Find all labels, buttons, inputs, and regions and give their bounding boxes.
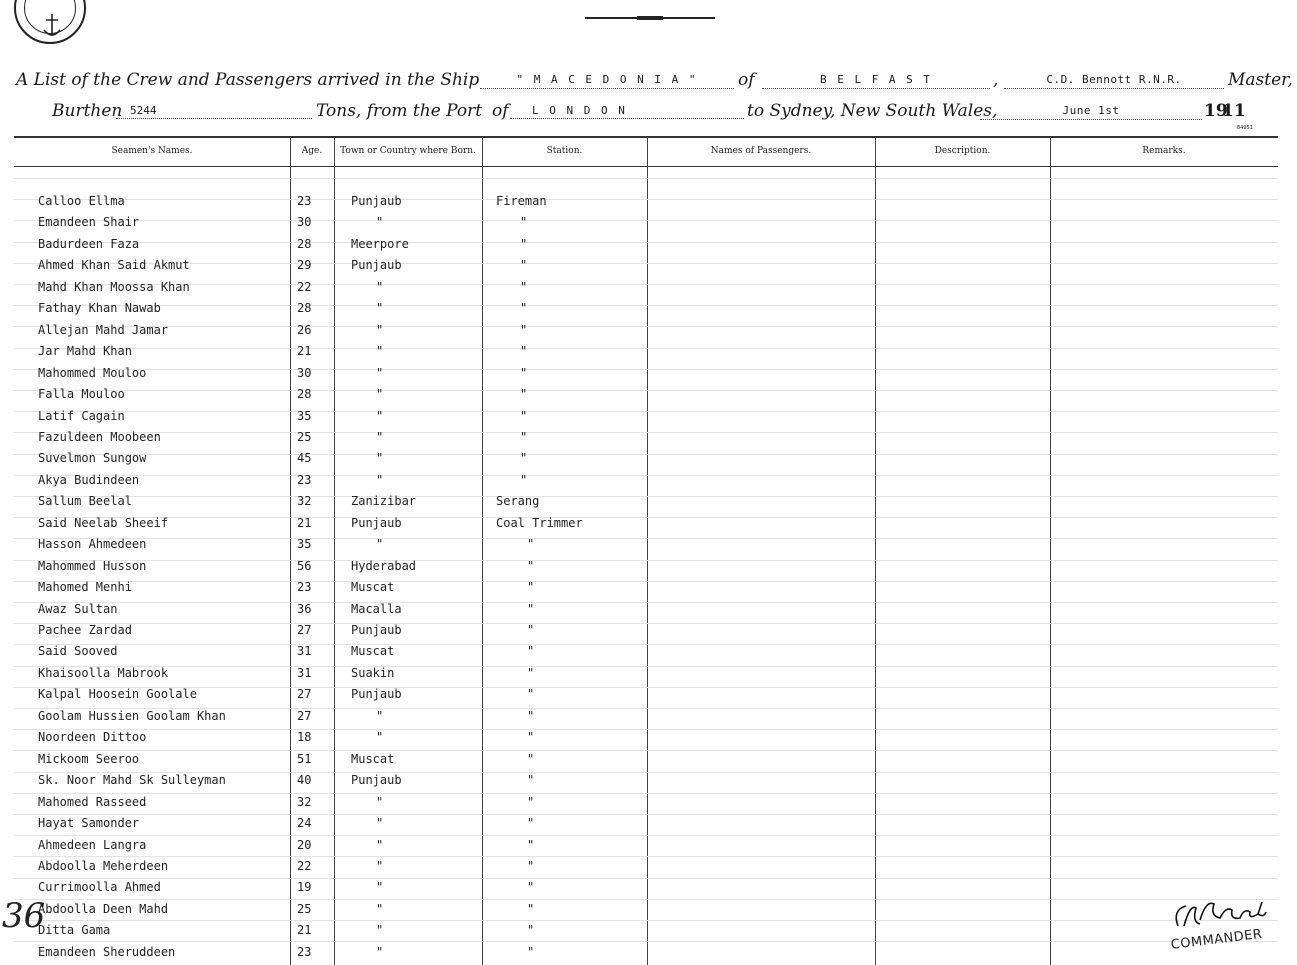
seaman-name: Mahommed Husson [38, 559, 147, 573]
seaman-name: Ditta Gama [38, 923, 111, 937]
col-born: Town or Country where Born. [340, 146, 476, 156]
seaman-birthplace: " [376, 838, 384, 852]
seaman-birthplace: " [376, 301, 384, 315]
seaman-age: 25 [297, 430, 312, 444]
to-label: to Sydney, New South Wales, [747, 101, 998, 121]
seaman-age: 29 [297, 258, 312, 272]
seaman-name: Awaz Sultan [38, 602, 118, 616]
seaman-station: " [527, 730, 535, 744]
seaman-station: " [527, 580, 535, 594]
ruled-line [14, 750, 1278, 751]
seaman-age: 51 [297, 752, 312, 766]
table-row [0, 537, 1297, 555]
seaman-station: " [520, 430, 528, 444]
seaman-station: " [520, 258, 528, 272]
seaman-birthplace: " [376, 923, 384, 937]
form-number: 84951 [1237, 125, 1253, 131]
seaman-birthplace: " [376, 366, 384, 380]
seaman-station: " [520, 451, 528, 465]
seaman-age: 25 [297, 902, 312, 916]
col-station: Station. [546, 146, 583, 156]
seaman-name: Emandeen Sheruddeen [38, 945, 176, 959]
seaman-station: " [520, 387, 528, 401]
seaman-birthplace: Hyderabad [351, 559, 417, 573]
seaman-birthplace: " [376, 537, 384, 551]
ship-stamp [14, 0, 86, 44]
seaman-birthplace: " [376, 409, 384, 423]
seaman-age: 23 [297, 580, 312, 594]
seaman-age: 28 [297, 301, 312, 315]
table-row [0, 838, 1297, 856]
seaman-name: Badurdeen Faza [38, 237, 140, 251]
seaman-age: 21 [297, 516, 312, 530]
seaman-birthplace: Meerpore [351, 237, 409, 251]
seaman-birthplace: " [376, 795, 384, 809]
seaman-name: Mahommed Mouloo [38, 366, 147, 380]
seaman-age: 23 [297, 945, 312, 959]
seaman-name: Said Neelab Sheeif [38, 516, 169, 530]
seaman-age: 35 [297, 537, 312, 551]
seaman-station: " [520, 301, 528, 315]
table-row [0, 194, 1297, 212]
ruled-line [14, 835, 1278, 836]
seaman-name: Pachee Zardad [38, 623, 132, 637]
table-row [0, 323, 1297, 341]
table-row [0, 409, 1297, 427]
seaman-station: " [527, 666, 535, 680]
seaman-age: 31 [297, 644, 312, 658]
table-row [0, 623, 1297, 641]
burthen-label: Burthen [52, 101, 123, 121]
seaman-name: Calloo Ellma [38, 194, 125, 208]
master-name-field: C.D. Bennott R.N.R. [1004, 72, 1224, 89]
seaman-birthplace: Punjaub [351, 516, 402, 530]
col-description: Description. [934, 146, 991, 156]
year-prefix: 19 [1204, 101, 1228, 121]
seaman-name: Emandeen Shair [38, 215, 140, 229]
seaman-name: Suvelmon Sungow [38, 451, 147, 465]
table-row [0, 559, 1297, 577]
table-row [0, 580, 1297, 598]
seaman-station: Serang [496, 494, 540, 508]
of-label: of [738, 70, 755, 90]
seaman-station: " [527, 838, 535, 852]
table-row [0, 430, 1297, 448]
ruled-line [14, 920, 1278, 921]
anchor-icon [16, 0, 88, 46]
seaman-birthplace: Punjaub [351, 258, 402, 272]
seaman-age: 32 [297, 795, 312, 809]
seaman-station: " [520, 366, 528, 380]
ruled-line [14, 814, 1278, 815]
table-row [0, 709, 1297, 727]
seaman-age: 23 [297, 194, 312, 208]
title-prefix: A List of the Crew and Passengers arrived in the Ship [16, 70, 480, 90]
table-row [0, 687, 1297, 705]
seaman-age: 40 [297, 773, 312, 787]
seaman-birthplace: " [376, 730, 384, 744]
seaman-birthplace: " [376, 451, 384, 465]
seaman-station: " [520, 409, 528, 423]
seaman-station: " [527, 859, 535, 873]
seaman-age: 27 [297, 709, 312, 723]
ruled-line [14, 793, 1278, 794]
table-row [0, 516, 1297, 534]
table-row [0, 215, 1297, 233]
seaman-age: 27 [297, 623, 312, 637]
seaman-station: " [520, 280, 528, 294]
ruled-line [14, 941, 1278, 942]
seaman-station: " [527, 945, 535, 959]
seaman-name: Jar Mahd Khan [38, 344, 132, 358]
seaman-station: " [527, 816, 535, 830]
seaman-station: Fireman [496, 194, 547, 208]
seaman-name: Currimoolla Ahmed [38, 880, 161, 894]
table-row [0, 258, 1297, 276]
seaman-station: " [527, 687, 535, 701]
seaman-name: Akya Budindeen [38, 473, 140, 487]
table-row [0, 280, 1297, 298]
col-age: Age. [301, 146, 323, 156]
seaman-birthplace: " [376, 473, 384, 487]
table-row [0, 880, 1297, 898]
table-row [0, 859, 1297, 877]
header-bottom-rule [14, 166, 1278, 167]
seaman-birthplace: Punjaub [351, 194, 402, 208]
title-line-2 [0, 101, 1297, 125]
seaman-age: 31 [297, 666, 312, 680]
seaman-station: " [527, 709, 535, 723]
ruled-line [14, 856, 1278, 857]
seaman-birthplace: " [376, 816, 384, 830]
title-line-1 [0, 70, 1297, 94]
seaman-age: 18 [297, 730, 312, 744]
table-row [0, 494, 1297, 512]
table-row [0, 602, 1297, 620]
seaman-station: " [520, 237, 528, 251]
seaman-birthplace: " [376, 344, 384, 358]
seaman-station: " [520, 344, 528, 358]
seaman-birthplace: " [376, 709, 384, 723]
seaman-age: 30 [297, 366, 312, 380]
seaman-age: 27 [297, 687, 312, 701]
seaman-station: " [527, 923, 535, 937]
table-row [0, 237, 1297, 255]
seaman-station: " [520, 473, 528, 487]
burthen-value-field: 5244 [116, 103, 312, 119]
seaman-name: Fathay Khan Nawab [38, 301, 161, 315]
seaman-age: 22 [297, 859, 312, 873]
commander-stamp: COMMANDER [1170, 926, 1264, 953]
table-row [0, 773, 1297, 791]
seaman-name: Sk. Noor Mahd Sk Sulleyman [38, 773, 226, 787]
decorative-rule [585, 17, 715, 19]
seaman-birthplace: " [376, 859, 384, 873]
seaman-name: Hayat Samonder [38, 816, 140, 830]
seaman-age: 21 [297, 923, 312, 937]
seaman-age: 32 [297, 494, 312, 508]
margin-note: 36 [2, 896, 46, 936]
table-row [0, 387, 1297, 405]
header-top-rule [14, 136, 1278, 138]
seaman-age: 28 [297, 387, 312, 401]
seaman-age: 23 [297, 473, 312, 487]
table-row [0, 366, 1297, 384]
seaman-name: Noordeen Dittoo [38, 730, 147, 744]
table-row [0, 730, 1297, 748]
ruled-line [14, 899, 1278, 900]
seaman-birthplace: " [376, 280, 384, 294]
seaman-station: " [527, 880, 535, 894]
table-row [0, 902, 1297, 920]
table-row [0, 945, 1297, 963]
col-seamen-names: Seamen's Names. [111, 146, 193, 156]
seaman-age: 22 [297, 280, 312, 294]
from-port-field: L O N D O N [510, 103, 744, 119]
comma-label: , [993, 70, 999, 90]
seaman-age: 26 [297, 323, 312, 337]
seaman-age: 36 [297, 602, 312, 616]
seaman-station: " [527, 559, 535, 573]
table-row [0, 666, 1297, 684]
seaman-name: Goolam Hussien Goolam Khan [38, 709, 226, 723]
seaman-age: 20 [297, 838, 312, 852]
seaman-age: 35 [297, 409, 312, 423]
seaman-station: " [527, 752, 535, 766]
seaman-station: " [527, 644, 535, 658]
seaman-name: Fazuldeen Moobeen [38, 430, 161, 444]
seaman-birthplace: " [376, 880, 384, 894]
seaman-name: Mahomed Menhi [38, 580, 132, 594]
seaman-name: Ahmedeen Langra [38, 838, 147, 852]
seaman-birthplace: Muscat [351, 580, 395, 594]
table-row [0, 301, 1297, 319]
table-row [0, 451, 1297, 469]
seaman-station: " [527, 773, 535, 787]
seaman-birthplace: " [376, 215, 384, 229]
seaman-name: Ahmed Khan Said Akmut [38, 258, 190, 272]
seaman-name: Mickoom Seeroo [38, 752, 140, 766]
seaman-age: 56 [297, 559, 312, 573]
seaman-birthplace: Punjaub [351, 773, 402, 787]
table-row [0, 923, 1297, 941]
seaman-birthplace: " [376, 945, 384, 959]
seaman-station: " [527, 795, 535, 809]
date-field: June 1st [980, 103, 1202, 120]
table-row [0, 473, 1297, 491]
of-label-2: of [492, 101, 509, 121]
seaman-name: Abdoolla Meherdeen [38, 859, 169, 873]
seaman-birthplace: Punjaub [351, 687, 402, 701]
seaman-name: Mahomed Rasseed [38, 795, 147, 809]
seaman-name: Latif Cagain [38, 409, 125, 423]
seaman-birthplace: Suakin [351, 666, 395, 680]
col-remarks: Remarks. [1142, 146, 1186, 156]
ruled-line [14, 878, 1278, 879]
seaman-name: Hasson Ahmedeen [38, 537, 147, 551]
master-label: Master, [1228, 70, 1293, 90]
table-row [0, 816, 1297, 834]
seaman-age: 19 [297, 880, 312, 894]
seaman-station: " [527, 623, 535, 637]
seaman-name: Allejan Mahd Jamar [38, 323, 169, 337]
seaman-age: 21 [297, 344, 312, 358]
home-port-field: B E L F A S T [762, 72, 990, 89]
seaman-station: " [527, 537, 535, 551]
seaman-station: " [527, 602, 535, 616]
seaman-name: Said Sooved [38, 644, 118, 658]
seaman-birthplace: " [376, 387, 384, 401]
seaman-station: " [520, 215, 528, 229]
table-row [0, 344, 1297, 362]
year-suffix: 11 [1222, 101, 1246, 121]
seaman-name: Mahd Khan Moossa Khan [38, 280, 190, 294]
table-row [0, 795, 1297, 813]
seaman-birthplace: Zanizibar [351, 494, 417, 508]
seaman-birthplace: Punjaub [351, 623, 402, 637]
table-row [0, 644, 1297, 662]
table-row [0, 752, 1297, 770]
seaman-name: Abdoolla Deen Mahd [38, 902, 169, 916]
seaman-birthplace: Muscat [351, 752, 395, 766]
seaman-age: 24 [297, 816, 312, 830]
seaman-birthplace: Muscat [351, 644, 395, 658]
seaman-age: 45 [297, 451, 312, 465]
seaman-birthplace: " [376, 902, 384, 916]
seaman-name: Sallum Beelal [38, 494, 132, 508]
seaman-station: Coal Trimmer [496, 516, 583, 530]
seaman-age: 28 [297, 237, 312, 251]
ruled-line [14, 178, 1278, 179]
ship-name-field: " M A C E D O N I A " [480, 72, 734, 89]
col-passengers: Names of Passengers. [710, 146, 812, 156]
seaman-name: Falla Mouloo [38, 387, 125, 401]
seaman-name: Kalpal Hoosein Goolale [38, 687, 197, 701]
seaman-birthplace: " [376, 323, 384, 337]
seaman-station: " [520, 323, 528, 337]
tons-label: Tons, from the Port [316, 101, 483, 121]
seaman-station: " [527, 902, 535, 916]
seaman-birthplace: Macalla [351, 602, 402, 616]
seaman-birthplace: " [376, 430, 384, 444]
seaman-age: 30 [297, 215, 312, 229]
seaman-name: Khaisoolla Mabrook [38, 666, 169, 680]
